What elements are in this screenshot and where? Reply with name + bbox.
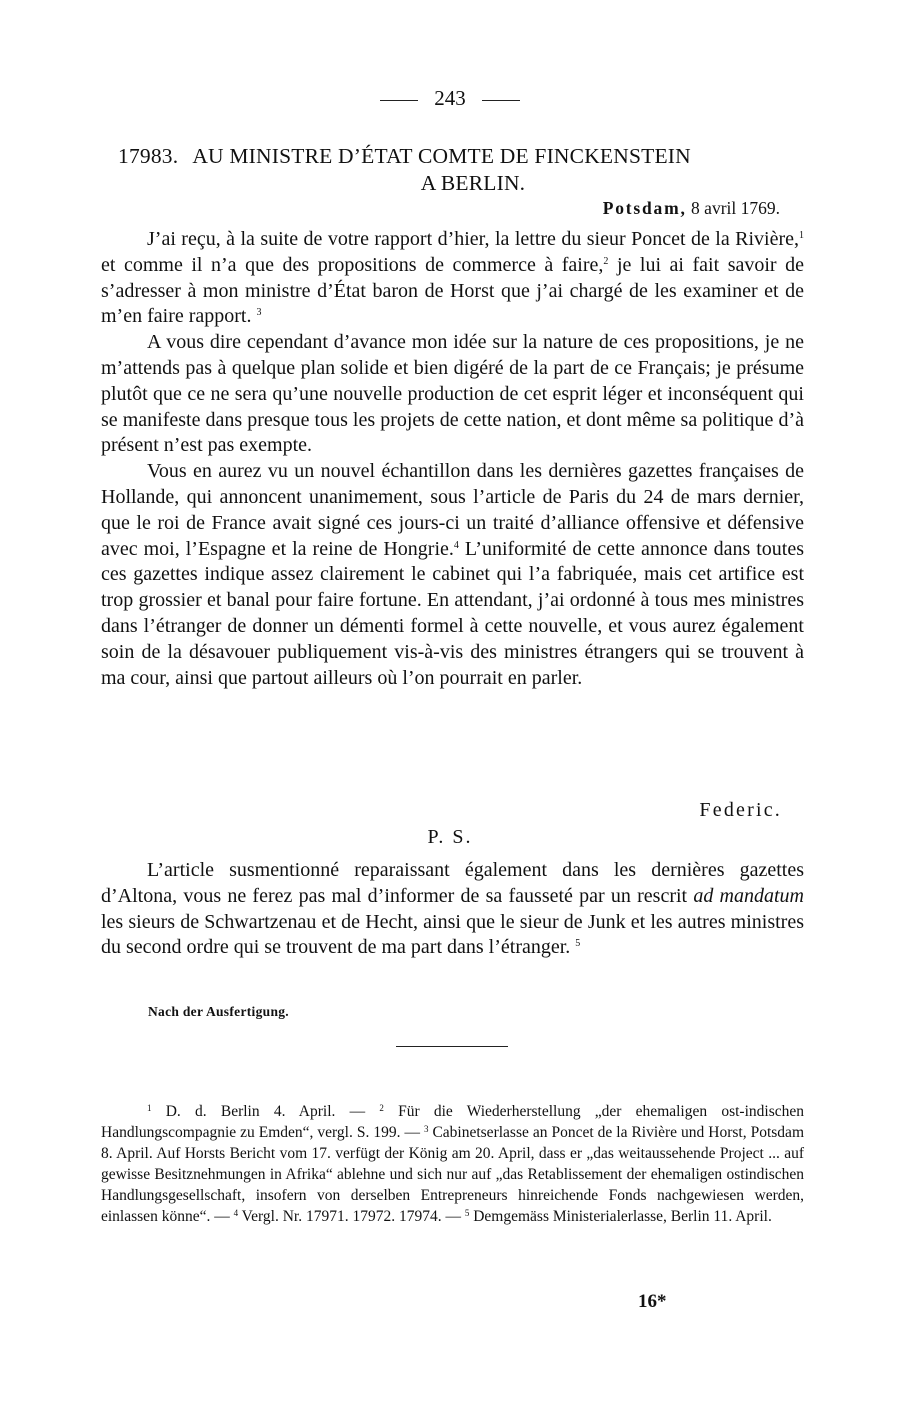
paragraph-text: L’uniformité de cette annonce dans toutes ces gazettes indique assez clairement le cabinet qui l’a fabriquée, mais cet artifice est trop grossier et banal pour faire fortune. En attendant, j’ai ordonné à tous mes ministres dans l’étranger de donner un démenti formel à cette nouvelle, et vous aurez également soin de la désavouer publiquement vis-à-vis des ministres étrangers qui se trouvent à ma cour, ainsi que partout ailleurs où l’on pourrait en parler. <box>101 537 804 689</box>
source-note: Nach der Ausfertigung. <box>148 1004 289 1019</box>
footnote-number: 5 <box>464 1208 470 1218</box>
page-number: 243 <box>434 86 466 110</box>
postscript-paragraph <box>101 858 804 961</box>
dateline-date: 8 avril 1769. <box>691 198 780 218</box>
footnote-text: Cabinetserlasse an Poncet de la Rivière und Horst, Potsdam 8. April. Auf Horsts Bericht vom 17. verfügt der König am 20. April, dass er „das weitaussehende Project ... auf gewisse Besitznehmungen in Afrika“ ablehne und sich nur auf „das Retablissement der ehemaligen ostindischen Handlungsgesellschaft, insofern von derselben Entrepreneurs hinreichende Fonds nachgewiesen werden, einlassen könne“. — <box>101 1124 804 1225</box>
postscript-italic: ad mandatum <box>693 884 804 907</box>
page-header <box>0 86 900 111</box>
paragraph-3 <box>101 459 804 691</box>
paragraph-text: Vous en aurez vu un nouvel échantillon dans les dernières gazettes françaises de Hollande, qui annoncent unanimement, sous l’article de Paris du 24 de mars dernier, que le roi de France avait signé ces jours-ci un traité d’alliance offensive et défensive avec moi, l’Espagne et la reine de Hongrie. <box>101 460 804 560</box>
footnote-text: Demgemäss Ministerialerlasse, Berlin 11. April. <box>469 1208 772 1225</box>
footnote-ref: 3 <box>256 307 262 319</box>
footnote-text: Für die Wiederherstellung „der ehemaligen ost-indischen Handlungscompagnie zu Emden“, vergl. S. 199. — <box>101 1103 804 1141</box>
paragraph-text: J’ai reçu, à la suite de votre rapport d’hier, la lettre du sieur Poncet de la Rivière, <box>147 228 799 250</box>
footnote-divider <box>396 1046 508 1047</box>
letter-title-line1: AU MINISTRE D’ÉTAT COMTE DE FINCKENSTEIN <box>192 144 691 168</box>
footnotes <box>101 1101 804 1227</box>
footnote-ref: 1 <box>799 230 804 241</box>
footnote-number: 4 <box>233 1208 239 1218</box>
footnote-text: D. d. Berlin 4. April. — <box>151 1103 380 1120</box>
letter-body <box>101 227 804 691</box>
header-dash-left <box>380 100 418 101</box>
dateline <box>603 198 780 219</box>
signature: Federic. <box>699 799 782 821</box>
paragraph-1 <box>101 227 804 330</box>
paragraph-2: A vous dire cependant d’avance mon idée sur la nature de ces propositions, je ne m’attends pas à quelque plan solide et bien digéré de la part de ce Français; je présume plutôt que ce ne sera qu’une nouvelle production de cet esprit léger et inconséquent qui se manifeste dans presque tous les projets de cette nation, et dont même sa politique d’à présent n’est pas exempte. <box>101 331 804 457</box>
paragraph-text: je lui ai fait savoir de s’adresser à mon ministre d’État baron de Horst que j’ai chargé de les examiner et de m’en faire rapport. <box>101 253 804 328</box>
postscript-label: P. S. <box>427 826 473 848</box>
dateline-place: Potsdam, <box>602 198 687 218</box>
footnote-number: 1 <box>147 1103 152 1113</box>
postscript-text: L’article susmentionné reparaissant également dans les dernières gazettes d’Altona, vous ne ferez pas mal d’informer de sa fausseté par un rescrit <box>101 859 804 907</box>
paragraph-text: et comme il n’a que des propositions de commerce à faire, <box>101 253 604 276</box>
postscript-body <box>101 858 804 961</box>
footnote-ref: 2 <box>603 255 609 267</box>
footnote-ref: 4 <box>453 539 459 551</box>
footnote-block <box>101 1101 804 1227</box>
footnote-ref: 5 <box>575 938 581 950</box>
postscript-text: les sieurs de Schwartzenau et de Hecht, ainsi que le sieur de Junk et les autres ministres du second ordre qui se trouvent de ma part dans l’étranger. <box>101 910 804 959</box>
footnote-number: 2 <box>379 1103 384 1113</box>
printer-signature-mark: 16* <box>638 1291 667 1312</box>
letter-heading <box>118 143 788 197</box>
footnote-number: 3 <box>423 1124 429 1134</box>
letter-number: 17983. <box>118 144 179 168</box>
letter-title-line2: A BERLIN. <box>420 171 526 195</box>
header-dash-right <box>482 100 520 101</box>
footnote-text: Vergl. Nr. 17971. 17972. 17974. — <box>238 1208 465 1225</box>
